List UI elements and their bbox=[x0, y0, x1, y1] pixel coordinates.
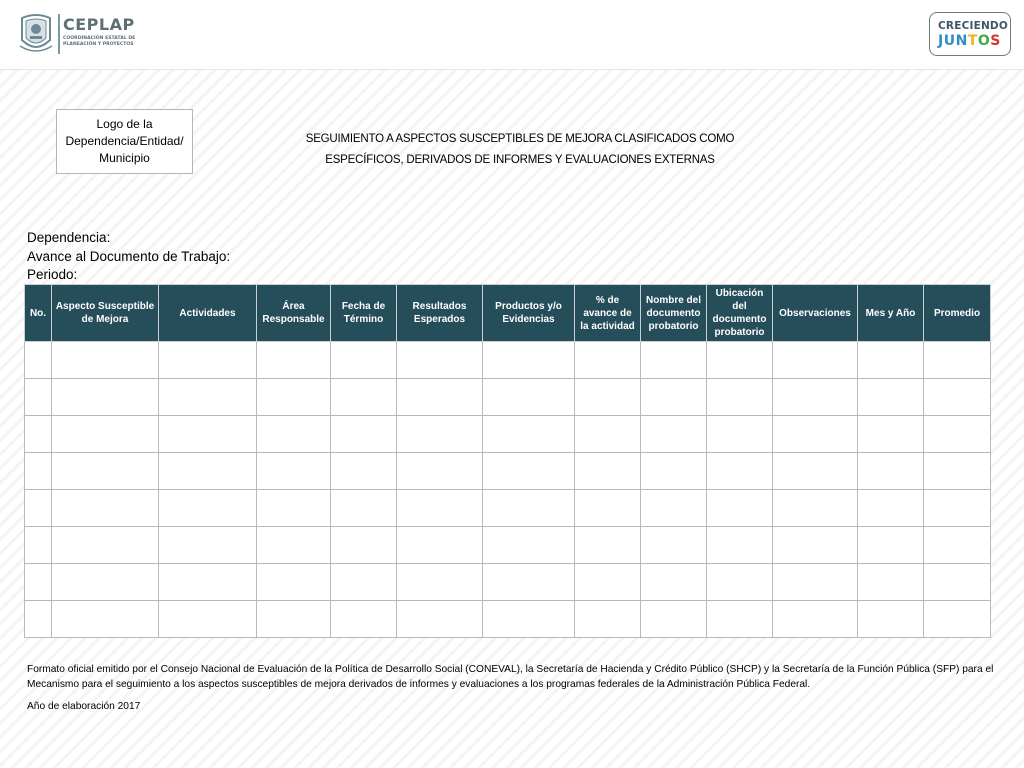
table-cell[interactable] bbox=[331, 527, 397, 564]
agency-logo-placeholder bbox=[56, 109, 193, 174]
footnote: Formato oficial emitido por el Consejo Nacional de Evaluación de la Política de Desarrollo Social (CONEVAL), la Secretaría de Hacienda y Crédito Público (SHCP) y la Secretaría de la Función Pública (SFP) para el Mecanismo para el seguimiento a los aspectos susceptibles de mejora derivados de informes y evaluaciones a los programas federales de la Administración Pública Federal. bbox=[27, 664, 994, 690]
table-cell[interactable] bbox=[773, 453, 858, 490]
table-cell[interactable] bbox=[773, 416, 858, 453]
column-header: Promedio bbox=[924, 285, 991, 342]
table-cell[interactable] bbox=[575, 601, 641, 638]
table-cell[interactable] bbox=[707, 342, 773, 379]
table-cell[interactable] bbox=[858, 453, 924, 490]
table-cell[interactable] bbox=[773, 379, 858, 416]
table-cell[interactable] bbox=[641, 453, 707, 490]
table-cell[interactable] bbox=[858, 564, 924, 601]
table-cell[interactable] bbox=[483, 564, 575, 601]
table-cell[interactable] bbox=[924, 527, 991, 564]
table-cell[interactable] bbox=[924, 379, 991, 416]
table-cell[interactable] bbox=[52, 564, 159, 601]
table-cell[interactable] bbox=[52, 490, 159, 527]
column-header: Ubicación del documento probatorio bbox=[707, 285, 773, 342]
table-cell[interactable] bbox=[159, 416, 257, 453]
table-cell[interactable] bbox=[159, 601, 257, 638]
column-header: Productos y/o Evidencias bbox=[483, 285, 575, 342]
table-cell[interactable] bbox=[641, 601, 707, 638]
table-cell[interactable] bbox=[331, 564, 397, 601]
table-cell[interactable] bbox=[924, 601, 991, 638]
table-cell[interactable] bbox=[397, 490, 483, 527]
table-cell[interactable] bbox=[858, 416, 924, 453]
table-cell[interactable] bbox=[707, 601, 773, 638]
table-cell[interactable] bbox=[331, 379, 397, 416]
dependencia-label: Dependencia: bbox=[27, 230, 111, 245]
table-cell[interactable] bbox=[397, 601, 483, 638]
table-cell[interactable] bbox=[707, 379, 773, 416]
logo-divider bbox=[58, 14, 60, 54]
table-cell[interactable] bbox=[773, 527, 858, 564]
table-cell[interactable] bbox=[52, 416, 159, 453]
table-cell[interactable] bbox=[483, 379, 575, 416]
table-cell[interactable] bbox=[331, 453, 397, 490]
table-cell[interactable] bbox=[858, 490, 924, 527]
table-cell[interactable] bbox=[575, 342, 641, 379]
table-cell[interactable] bbox=[159, 342, 257, 379]
table-cell[interactable] bbox=[575, 564, 641, 601]
table-cell[interactable] bbox=[331, 342, 397, 379]
table-cell[interactable] bbox=[25, 379, 52, 416]
table-cell[interactable] bbox=[575, 490, 641, 527]
column-header: Fecha de Término bbox=[331, 285, 397, 342]
table-cell[interactable] bbox=[257, 416, 331, 453]
table-cell[interactable] bbox=[52, 527, 159, 564]
table-cell[interactable] bbox=[707, 564, 773, 601]
org-name: CEPLAP bbox=[63, 15, 135, 34]
avance-label: Avance al Documento de Trabajo: bbox=[27, 249, 231, 264]
table-row bbox=[25, 527, 991, 564]
table-cell[interactable] bbox=[483, 416, 575, 453]
table-cell[interactable] bbox=[641, 379, 707, 416]
table-cell[interactable] bbox=[641, 416, 707, 453]
table-cell[interactable] bbox=[25, 342, 52, 379]
header-bar bbox=[0, 0, 1024, 70]
table-cell[interactable] bbox=[483, 490, 575, 527]
campaign-logo-line2: JUNTOS bbox=[938, 33, 1001, 49]
table-cell[interactable] bbox=[257, 342, 331, 379]
table-row bbox=[25, 490, 991, 527]
table-cell[interactable] bbox=[25, 416, 52, 453]
table-cell[interactable] bbox=[397, 379, 483, 416]
table-cell[interactable] bbox=[924, 416, 991, 453]
table-row bbox=[25, 342, 991, 379]
table-cell[interactable] bbox=[52, 453, 159, 490]
table-row bbox=[25, 601, 991, 638]
table-cell[interactable] bbox=[52, 379, 159, 416]
table-cell[interactable] bbox=[575, 379, 641, 416]
table-cell[interactable] bbox=[397, 342, 483, 379]
column-header: Área Responsable bbox=[257, 285, 331, 342]
table-cell[interactable] bbox=[707, 453, 773, 490]
table-header-row bbox=[25, 285, 991, 342]
table-body bbox=[25, 342, 991, 638]
column-header: Observaciones bbox=[773, 285, 858, 342]
periodo-label: Periodo: bbox=[27, 267, 78, 282]
column-header: Mes y Año bbox=[858, 285, 924, 342]
table-cell[interactable] bbox=[773, 342, 858, 379]
table-row bbox=[25, 416, 991, 453]
table-cell[interactable] bbox=[773, 601, 858, 638]
table-cell[interactable] bbox=[257, 379, 331, 416]
table-cell[interactable] bbox=[483, 601, 575, 638]
table-cell[interactable] bbox=[858, 601, 924, 638]
campaign-logo-line1: CRECIENDO bbox=[938, 20, 1008, 32]
table-cell[interactable] bbox=[159, 564, 257, 601]
table-cell[interactable] bbox=[641, 490, 707, 527]
table-cell[interactable] bbox=[25, 453, 52, 490]
table-cell[interactable] bbox=[397, 564, 483, 601]
table-cell[interactable] bbox=[25, 490, 52, 527]
table-cell[interactable] bbox=[331, 490, 397, 527]
column-header: Aspecto Susceptible de Mejora bbox=[52, 285, 159, 342]
table-cell[interactable] bbox=[575, 453, 641, 490]
document-title bbox=[300, 129, 740, 171]
table-cell[interactable] bbox=[331, 601, 397, 638]
column-header: Resultados Esperados bbox=[397, 285, 483, 342]
column-header: % de avance de la actividad bbox=[575, 285, 641, 342]
table-cell[interactable] bbox=[25, 564, 52, 601]
table-cell[interactable] bbox=[397, 416, 483, 453]
table-cell[interactable] bbox=[924, 342, 991, 379]
table-cell[interactable] bbox=[707, 527, 773, 564]
table-cell[interactable] bbox=[483, 453, 575, 490]
state-seal-icon bbox=[18, 10, 54, 56]
column-header: Nombre del documento probatorio bbox=[641, 285, 707, 342]
table-row bbox=[25, 379, 991, 416]
column-header: No. bbox=[25, 285, 52, 342]
table-cell[interactable] bbox=[52, 342, 159, 379]
table-row bbox=[25, 564, 991, 601]
table-cell[interactable] bbox=[257, 453, 331, 490]
table-cell[interactable] bbox=[397, 453, 483, 490]
table-cell[interactable] bbox=[483, 342, 575, 379]
table-cell[interactable] bbox=[707, 490, 773, 527]
table-cell[interactable] bbox=[773, 564, 858, 601]
table-cell[interactable] bbox=[25, 601, 52, 638]
year-note: Año de elaboración 2017 bbox=[27, 701, 141, 712]
table-cell[interactable] bbox=[159, 379, 257, 416]
document-title-line1: SEGUIMIENTO A ASPECTOS SUSCEPTIBLES DE MEJORA CLASIFICADOS COMO bbox=[305, 133, 735, 145]
table-cell[interactable] bbox=[858, 379, 924, 416]
creciendo-juntos-logo bbox=[929, 12, 1011, 56]
tracking-table bbox=[24, 284, 991, 638]
table-cell[interactable] bbox=[331, 416, 397, 453]
table-cell[interactable] bbox=[159, 453, 257, 490]
table-cell[interactable] bbox=[773, 490, 858, 527]
table-cell[interactable] bbox=[159, 527, 257, 564]
table-cell[interactable] bbox=[257, 490, 331, 527]
table-cell[interactable] bbox=[257, 527, 331, 564]
table-cell[interactable] bbox=[575, 527, 641, 564]
table-cell[interactable] bbox=[257, 601, 331, 638]
table-cell[interactable] bbox=[924, 490, 991, 527]
table-cell[interactable] bbox=[483, 527, 575, 564]
table-cell[interactable] bbox=[159, 490, 257, 527]
table-cell[interactable] bbox=[641, 527, 707, 564]
table-cell[interactable] bbox=[52, 601, 159, 638]
org-subtitle: COORDINACIÓN ESTATAL DE PLANEACIÓN Y PROYECTOS bbox=[63, 36, 136, 47]
table-cell[interactable] bbox=[641, 342, 707, 379]
table-cell[interactable] bbox=[575, 416, 641, 453]
table-cell[interactable] bbox=[641, 564, 707, 601]
table-cell[interactable] bbox=[924, 453, 991, 490]
table-row bbox=[25, 453, 991, 490]
table-cell[interactable] bbox=[924, 564, 991, 601]
agency-logo-placeholder-text: Logo de la Dependencia/Entidad/ Municipio bbox=[65, 117, 184, 165]
document-title-line2: ESPECÍFICOS, DERIVADOS DE INFORMES Y EVALUACIONES EXTERNAS bbox=[325, 154, 715, 166]
table-cell[interactable] bbox=[707, 416, 773, 453]
table-cell[interactable] bbox=[858, 527, 924, 564]
table-cell[interactable] bbox=[257, 564, 331, 601]
column-header: Actividades bbox=[159, 285, 257, 342]
table-cell[interactable] bbox=[858, 342, 924, 379]
table-cell[interactable] bbox=[25, 527, 52, 564]
table-cell[interactable] bbox=[397, 527, 483, 564]
